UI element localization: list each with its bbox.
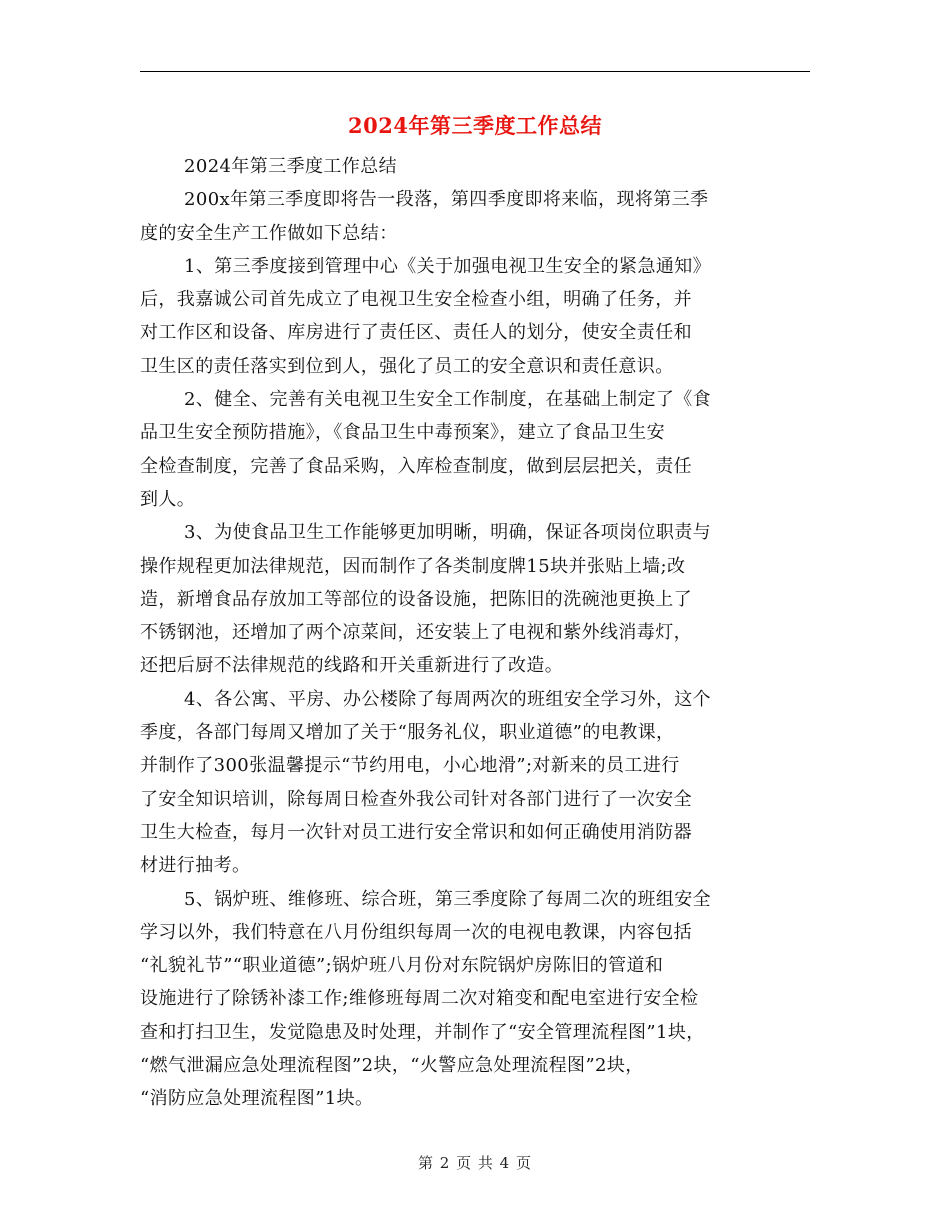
item-3-line-1: 3、为使食品卫生工作能够更加明晰，明确，保证各项岗位职责与 — [184, 522, 712, 544]
item-5-line-2: 学习以外，我们特意在八月份组织每周一次的电视电教课，内容包括 — [140, 921, 692, 943]
item-1-line-1: 1、第三季度接到管理中心《关于加强电视卫生安全的紧急通知》 — [184, 255, 712, 277]
intro-line-1: 200x年第三季度即将告一段落，第四季度即将来临，现将第三季 — [184, 189, 709, 211]
document-title: 2024年第三季度工作总结 — [348, 113, 602, 138]
item-3-line-2: 操作规程更加法律规范，因而制作了各类制度牌15块并张贴上墙;改 — [140, 555, 686, 577]
item-5-line-1: 5、锅炉班、维修班、综合班，第三季度除了每周二次的班组安全 — [184, 888, 712, 910]
item-5-line-6: “燃气泄漏应急处理流程图”2块，“火警应急处理流程图”2块， — [140, 1055, 644, 1077]
item-4-line-3: 并制作了300张温馨提示“节约用电，小心地滑”;对新来的员工进行 — [140, 755, 680, 777]
item-3-line-4: 不锈钢池，还增加了两个凉菜间，还安装上了电视和紫外线消毒灯， — [140, 622, 692, 644]
item-3-line-5: 还把后厨不法律规范的线路和开关重新进行了改造。 — [140, 655, 564, 677]
document-body — [140, 150, 820, 1116]
item-1-line-4: 卫生区的责任落实到位到人，强化了员工的安全意识和责任意识。 — [140, 355, 674, 377]
intro-line-2: 度的安全生产工作做如下总结： — [140, 222, 398, 244]
item-4-line-2: 季度，各部门每周又增加了关于“服务礼仪，职业道德”的电教课， — [140, 722, 675, 744]
item-4-line-4: 了安全知识培训，除每周日检查外我公司针对各部门进行了一次安全 — [140, 788, 692, 810]
item-1-line-2: 后，我嘉诚公司首先成立了电视卫生安全检查小组，明确了任务，并 — [140, 289, 692, 311]
item-5-line-7: “消防应急处理流程图”1块。 — [140, 1088, 374, 1110]
item-2-line-3: 全检查制度，完善了食品采购，入库检查制度，做到层层把关，责任 — [140, 455, 692, 477]
item-5-line-3: “礼貌礼节”“职业道德”;锅炉班八月份对东院锅炉房陈旧的管道和 — [140, 955, 664, 977]
item-3-line-3: 造，新增食品存放加工等部位的设备设施，把陈旧的洗碗池更换上了 — [140, 588, 692, 610]
item-5-line-4: 设施进行了除锈补漆工作;维修班每周二次对箱变和配电室进行安全检 — [140, 988, 699, 1010]
item-2-line-2: 品卫生安全预防措施》，《食品卫生中毒预案》，建立了食品卫生安 — [140, 422, 665, 444]
item-2-line-4: 到人。 — [140, 488, 196, 510]
item-4-line-6: 材进行抽考。 — [140, 855, 251, 877]
page-number: 第 2 页 共 4 页 — [418, 1154, 532, 1172]
item-1-line-3: 对工作区和设备、库房进行了责任区、责任人的划分，使安全责任和 — [140, 322, 692, 344]
item-4-line-5: 卫生大检查，每月一次针对员工进行安全常识和如何正确使用消防器 — [140, 821, 692, 843]
item-4-line-1: 4、各公寓、平房、办公楼除了每周两次的班组安全学习外，这个 — [184, 688, 712, 710]
item-2-line-1: 2、健全、完善有关电视卫生安全工作制度，在基础上制定了《食 — [184, 389, 712, 411]
header-rule — [140, 71, 810, 72]
item-5-line-5: 查和打扫卫生，发觉隐患及时处理，并制作了“安全管理流程图”1块， — [140, 1021, 705, 1043]
paragraph-heading: 2024年第三季度工作总结 — [184, 156, 398, 177]
